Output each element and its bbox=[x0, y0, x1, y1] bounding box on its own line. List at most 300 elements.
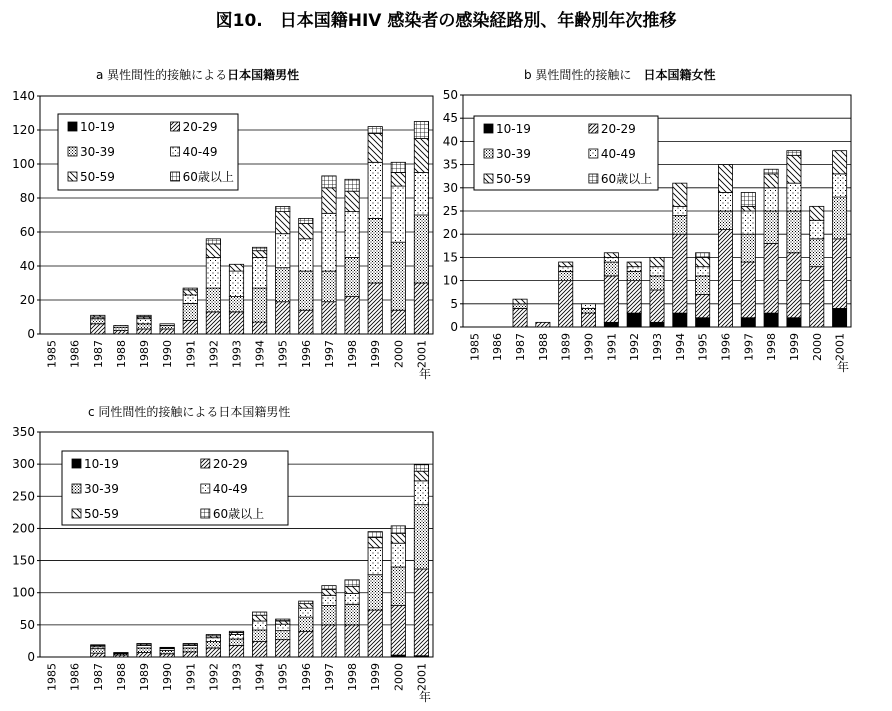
legend-label: 60歳以上 bbox=[182, 170, 234, 184]
bar-segment bbox=[833, 151, 847, 174]
y-tick-label: 30 bbox=[442, 180, 458, 195]
bar-segment bbox=[229, 645, 243, 657]
bar-segment bbox=[206, 288, 220, 312]
figure-title: 図10. 日本国籍HIV 感染者の感染経路別、年齢別年次推移 bbox=[215, 11, 677, 31]
bar-segment bbox=[414, 283, 428, 334]
x-tick-label: 1997 bbox=[322, 340, 336, 368]
bar-segment bbox=[299, 218, 313, 223]
bar-segment bbox=[741, 206, 755, 211]
bar-segment bbox=[741, 318, 755, 327]
bar-segment bbox=[229, 635, 243, 640]
bar-segment bbox=[276, 640, 290, 657]
bar-segment bbox=[391, 186, 405, 242]
x-tick-label: 1993 bbox=[230, 340, 244, 368]
x-tick-label: 1992 bbox=[207, 340, 221, 368]
y-tick-label: 0 bbox=[450, 320, 458, 334]
bar-segment bbox=[206, 638, 220, 642]
bar-segment bbox=[276, 268, 290, 302]
x-unit-label: 年 bbox=[419, 690, 432, 704]
bar-segment bbox=[604, 253, 618, 258]
bar-segment bbox=[673, 183, 687, 206]
x-tick-label: 1997 bbox=[742, 333, 756, 361]
x-tick-label: 2001 bbox=[415, 663, 429, 691]
legend-label: 10-19 bbox=[496, 122, 531, 136]
legend-label: 50-59 bbox=[80, 170, 115, 184]
y-tick-label: 350 bbox=[12, 425, 35, 439]
bar-segment bbox=[114, 326, 128, 328]
legend-swatch bbox=[201, 509, 210, 518]
bar-segment bbox=[718, 165, 732, 193]
bar-segment bbox=[604, 322, 618, 327]
bar-segment bbox=[627, 267, 641, 272]
bar-segment bbox=[206, 258, 220, 289]
bar-segment bbox=[137, 644, 151, 645]
bar-segment bbox=[276, 234, 290, 268]
bar-segment bbox=[229, 264, 243, 271]
x-tick-label: 1987 bbox=[91, 340, 105, 368]
chart-b-title: b 異性間性的接触に 日本国籍女性 bbox=[524, 68, 716, 82]
bar-segment bbox=[627, 262, 641, 267]
y-tick-label: 40 bbox=[442, 134, 458, 149]
bar-segment bbox=[368, 537, 382, 547]
x-tick-label: 1992 bbox=[628, 333, 642, 361]
bar-segment bbox=[299, 271, 313, 310]
bar-segment bbox=[414, 481, 428, 505]
bar-segment bbox=[183, 295, 197, 304]
y-tick-label: 15 bbox=[442, 250, 458, 265]
legend bbox=[62, 451, 288, 525]
bar-segment bbox=[787, 318, 801, 327]
bar-segment bbox=[206, 642, 220, 648]
legend-swatch bbox=[72, 484, 81, 493]
x-tick-label: 1999 bbox=[787, 333, 801, 361]
y-tick-label: 50 bbox=[442, 88, 458, 102]
bar-segment bbox=[252, 615, 266, 621]
bar-segment bbox=[368, 127, 382, 134]
bar-segment bbox=[414, 505, 428, 569]
legend-swatch bbox=[68, 122, 77, 131]
bar-segment bbox=[322, 271, 336, 302]
bar-segment bbox=[391, 567, 405, 606]
bar-segment bbox=[160, 651, 174, 654]
x-unit-label: 年 bbox=[837, 360, 850, 374]
bar-segment bbox=[414, 139, 428, 173]
bar-segment bbox=[276, 212, 290, 234]
bar-segment bbox=[229, 312, 243, 334]
bar-segment bbox=[650, 267, 664, 276]
bar-segment bbox=[345, 191, 359, 211]
bar-segment bbox=[627, 271, 641, 280]
bar-segment bbox=[114, 331, 128, 334]
bar-segment bbox=[810, 220, 824, 239]
y-tick-label: 40 bbox=[19, 259, 35, 273]
legend-label: 50-59 bbox=[84, 507, 119, 521]
y-tick-label: 0 bbox=[27, 650, 35, 664]
y-tick-label: 5 bbox=[450, 296, 458, 311]
y-tick-label: 300 bbox=[12, 457, 35, 472]
bar-segment bbox=[160, 647, 174, 648]
x-tick-label: 1995 bbox=[276, 663, 290, 691]
x-tick-label: 1988 bbox=[114, 663, 128, 691]
bar-segment bbox=[833, 308, 847, 327]
bar-segment bbox=[787, 155, 801, 183]
bar-segment bbox=[137, 653, 151, 658]
y-tick-label: 35 bbox=[442, 157, 458, 172]
bar-segment bbox=[206, 635, 220, 636]
bar-segment bbox=[368, 610, 382, 657]
bar-segment bbox=[368, 162, 382, 218]
bar-segment bbox=[718, 230, 732, 327]
x-tick-label: 2000 bbox=[392, 663, 406, 691]
bar-segment bbox=[345, 258, 359, 297]
bar-segment bbox=[91, 645, 105, 646]
bar-segment bbox=[559, 262, 573, 267]
bar-segment bbox=[183, 290, 197, 295]
bar-segment bbox=[391, 162, 405, 172]
x-tick-label: 1998 bbox=[346, 340, 360, 368]
bar-segment bbox=[114, 327, 128, 330]
bar-segment bbox=[252, 288, 266, 322]
x-tick-label: 2000 bbox=[810, 333, 824, 361]
bar-segment bbox=[137, 324, 151, 329]
x-tick-label: 1995 bbox=[696, 333, 710, 361]
x-tick-label: 1992 bbox=[207, 663, 221, 691]
bar-segment bbox=[299, 631, 313, 657]
bar-segment bbox=[513, 304, 527, 309]
legend-label: 20-29 bbox=[182, 120, 218, 134]
bar-segment bbox=[206, 239, 220, 244]
chart-c-title: c 同性間性的接触による日本国籍男性 bbox=[88, 405, 291, 419]
bar-segment bbox=[414, 465, 428, 471]
bar-segment bbox=[345, 586, 359, 593]
x-tick-label: 1991 bbox=[184, 340, 198, 368]
y-tick-label: 60 bbox=[19, 225, 35, 239]
bar-segment bbox=[604, 276, 618, 322]
bar-segment bbox=[276, 621, 290, 624]
bar-segment bbox=[276, 631, 290, 640]
bar-segment bbox=[741, 192, 755, 206]
bar-segment bbox=[513, 308, 527, 327]
bar-segment bbox=[276, 207, 290, 212]
bar-segment bbox=[183, 652, 197, 657]
bar-segment bbox=[604, 262, 618, 276]
bar-segment bbox=[299, 608, 313, 617]
x-tick-label: 1993 bbox=[230, 663, 244, 691]
x-tick-label: 1995 bbox=[276, 340, 290, 368]
bar-segment bbox=[696, 267, 710, 276]
x-tick-label: 1986 bbox=[68, 340, 82, 368]
bar-segment bbox=[810, 239, 824, 267]
bar-segment bbox=[718, 192, 732, 211]
legend bbox=[58, 114, 238, 190]
bar-segment bbox=[627, 313, 641, 327]
x-tick-label: 1994 bbox=[253, 340, 267, 368]
bar-segment bbox=[322, 625, 336, 657]
x-tick-label: 1996 bbox=[719, 333, 733, 361]
bar-segment bbox=[696, 276, 710, 295]
bar-segment bbox=[718, 211, 732, 230]
y-tick-label: 20 bbox=[19, 293, 35, 307]
y-tick-label: 80 bbox=[19, 191, 35, 205]
chart-c bbox=[12, 425, 433, 704]
bar-segment bbox=[391, 606, 405, 656]
y-tick-label: 150 bbox=[12, 553, 35, 568]
bar-segment bbox=[322, 188, 336, 214]
y-tick-label: 200 bbox=[12, 521, 35, 536]
bar-segment bbox=[322, 176, 336, 188]
bar-segment bbox=[368, 548, 382, 575]
bar-segment bbox=[345, 593, 359, 604]
bar-segment bbox=[650, 257, 664, 266]
bar-segment bbox=[391, 173, 405, 187]
bar-segment bbox=[391, 543, 405, 567]
bar-segment bbox=[604, 257, 618, 262]
bar-segment bbox=[137, 319, 151, 324]
legend-label: 10-19 bbox=[84, 457, 119, 471]
y-tick-label: 140 bbox=[12, 89, 35, 103]
bar-segment bbox=[787, 253, 801, 318]
y-tick-label: 45 bbox=[442, 111, 458, 126]
y-tick-label: 10 bbox=[442, 273, 458, 288]
y-tick-label: 0 bbox=[27, 327, 35, 341]
legend-swatch bbox=[171, 147, 180, 156]
legend-swatch bbox=[72, 509, 81, 518]
bar-segment bbox=[581, 304, 595, 309]
bar-segment bbox=[368, 575, 382, 610]
bar-segment bbox=[741, 262, 755, 318]
legend-swatch bbox=[171, 122, 180, 131]
legend-swatch bbox=[589, 174, 598, 183]
bar-segment bbox=[627, 281, 641, 313]
bar-segment bbox=[391, 534, 405, 544]
bar-segment bbox=[414, 173, 428, 216]
x-tick-label: 1985 bbox=[45, 663, 59, 691]
bar-segment bbox=[345, 604, 359, 625]
chart-a bbox=[12, 89, 433, 381]
bar-segment bbox=[581, 313, 595, 327]
x-tick-label: 1994 bbox=[673, 333, 687, 361]
bar-segment bbox=[833, 239, 847, 309]
x-tick-label: 1998 bbox=[765, 333, 779, 361]
legend-label: 20-29 bbox=[600, 122, 636, 136]
bar-segment bbox=[414, 122, 428, 139]
bar-segment bbox=[206, 312, 220, 334]
bar-segment bbox=[833, 174, 847, 197]
bar-segment bbox=[299, 617, 313, 631]
bar-segment bbox=[252, 322, 266, 334]
legend-label: 60歳以上 bbox=[212, 507, 265, 521]
bar-segment bbox=[322, 213, 336, 271]
bar-segment bbox=[368, 133, 382, 162]
x-tick-label: 1996 bbox=[299, 663, 313, 691]
bar-segment bbox=[787, 151, 801, 156]
legend-swatch bbox=[68, 147, 77, 156]
x-tick-label: 1990 bbox=[161, 663, 175, 691]
legend-swatch bbox=[484, 174, 493, 183]
bar-segment bbox=[345, 297, 359, 334]
bar-segment bbox=[650, 290, 664, 322]
bar-segment bbox=[787, 183, 801, 211]
bar-segment bbox=[414, 215, 428, 283]
x-tick-label: 1989 bbox=[559, 333, 573, 361]
bar-segment bbox=[414, 471, 428, 481]
bar-segment bbox=[810, 267, 824, 327]
x-tick-label: 1985 bbox=[468, 333, 482, 361]
bar-segment bbox=[114, 653, 128, 654]
bar-segment bbox=[391, 242, 405, 310]
legend-label: 40-49 bbox=[212, 482, 248, 496]
legend-label: 30-39 bbox=[84, 482, 119, 496]
x-tick-label: 2001 bbox=[833, 333, 847, 361]
chart-a-title: a 異性間性的接触による日本国籍男性 bbox=[96, 68, 300, 82]
bar-segment bbox=[650, 322, 664, 327]
legend-swatch bbox=[68, 172, 77, 181]
y-tick-label: 100 bbox=[12, 157, 35, 171]
bar-segment bbox=[252, 621, 266, 630]
bar-segment bbox=[368, 532, 382, 538]
legend-swatch bbox=[201, 459, 210, 468]
bar-segment bbox=[299, 601, 313, 604]
bar-segment bbox=[91, 315, 105, 317]
y-tick-label: 20 bbox=[442, 227, 458, 242]
bar-segment bbox=[741, 234, 755, 262]
legend-swatch bbox=[171, 172, 180, 181]
legend-label: 60歳以上 bbox=[600, 172, 653, 186]
bar-segment bbox=[764, 188, 778, 211]
legend-swatch bbox=[201, 484, 210, 493]
x-tick-label: 1986 bbox=[68, 663, 82, 691]
x-tick-label: 1999 bbox=[369, 663, 383, 691]
bar-segment bbox=[299, 224, 313, 239]
x-tick-label: 1993 bbox=[651, 333, 664, 361]
chart-b bbox=[443, 88, 851, 374]
bar-segment bbox=[559, 271, 573, 280]
bar-segment bbox=[299, 604, 313, 609]
bar-segment bbox=[345, 580, 359, 586]
bar-segment bbox=[276, 302, 290, 334]
bar-segment bbox=[183, 648, 197, 652]
bar-segment bbox=[183, 303, 197, 320]
legend-swatch bbox=[589, 124, 598, 133]
bar-segment bbox=[91, 649, 105, 654]
bar-segment bbox=[345, 212, 359, 258]
x-tick-label: 1988 bbox=[536, 333, 550, 361]
bar-segment bbox=[345, 625, 359, 657]
bar-segment bbox=[183, 320, 197, 334]
bar-segment bbox=[252, 258, 266, 289]
bar-segment bbox=[322, 590, 336, 596]
bar-segment bbox=[183, 644, 197, 645]
bar-segment bbox=[391, 310, 405, 334]
x-tick-label: 1989 bbox=[138, 663, 152, 691]
bar-segment bbox=[650, 276, 664, 290]
legend-label: 20-29 bbox=[212, 457, 248, 471]
legend-label: 10-19 bbox=[80, 120, 115, 134]
bar-segment bbox=[696, 295, 710, 318]
bar-segment bbox=[673, 216, 687, 235]
legend-label: 40-49 bbox=[182, 145, 218, 159]
bar-segment bbox=[183, 288, 197, 290]
legend bbox=[474, 116, 658, 190]
bar-segment bbox=[91, 324, 105, 334]
bar-segment bbox=[276, 619, 290, 621]
x-tick-label: 1994 bbox=[253, 663, 267, 691]
bar-segment bbox=[229, 271, 243, 297]
bar-segment bbox=[91, 653, 105, 657]
bar-segment bbox=[810, 206, 824, 220]
bar-segment bbox=[368, 218, 382, 283]
y-tick-label: 120 bbox=[12, 123, 35, 137]
bar-segment bbox=[160, 654, 174, 657]
bar-segment bbox=[252, 247, 266, 250]
x-tick-label: 1985 bbox=[45, 340, 59, 368]
bar-segment bbox=[581, 308, 595, 313]
x-tick-label: 1989 bbox=[138, 340, 152, 368]
bar-segment bbox=[696, 257, 710, 266]
bar-segment bbox=[696, 253, 710, 258]
bar-segment bbox=[206, 244, 220, 258]
legend-label: 50-59 bbox=[496, 172, 531, 186]
bar-segment bbox=[764, 211, 778, 243]
bar-segment bbox=[673, 206, 687, 215]
legend-swatch bbox=[72, 459, 81, 468]
x-tick-label: 1986 bbox=[491, 333, 505, 361]
x-tick-label: 1991 bbox=[605, 333, 619, 361]
x-tick-label: 1997 bbox=[322, 663, 336, 691]
y-tick-label: 50 bbox=[19, 617, 35, 632]
bar-segment bbox=[252, 642, 266, 657]
bar-segment bbox=[368, 283, 382, 334]
legend-label: 30-39 bbox=[80, 145, 115, 159]
bar-segment bbox=[673, 234, 687, 313]
legend-label: 40-49 bbox=[600, 147, 636, 161]
bar-segment bbox=[206, 648, 220, 657]
bar-segment bbox=[322, 586, 336, 590]
bar-segment bbox=[229, 631, 243, 632]
x-tick-label: 2000 bbox=[392, 340, 406, 368]
legend-swatch bbox=[589, 149, 598, 158]
x-tick-label: 1987 bbox=[91, 663, 105, 691]
bar-segment bbox=[322, 606, 336, 625]
bar-segment bbox=[559, 267, 573, 272]
bar-segment bbox=[252, 251, 266, 258]
bar-segment bbox=[673, 313, 687, 327]
bar-segment bbox=[391, 526, 405, 534]
x-unit-label: 年 bbox=[419, 367, 432, 381]
bar-segment bbox=[764, 243, 778, 313]
bar-segment bbox=[322, 302, 336, 334]
bar-segment bbox=[764, 174, 778, 188]
bar-segment bbox=[229, 639, 243, 645]
bar-segment bbox=[513, 299, 527, 304]
bar-segment bbox=[160, 326, 174, 329]
bar-segment bbox=[299, 310, 313, 334]
x-tick-label: 1987 bbox=[514, 333, 528, 361]
legend-label: 30-39 bbox=[496, 147, 531, 161]
x-tick-label: 1988 bbox=[114, 340, 128, 368]
legend-swatch bbox=[484, 149, 493, 158]
y-tick-label: 250 bbox=[12, 489, 35, 504]
bar-segment bbox=[252, 630, 266, 642]
bar-segment bbox=[787, 211, 801, 253]
x-tick-label: 1990 bbox=[582, 333, 596, 361]
bar-segment bbox=[137, 648, 151, 653]
bar-segment bbox=[559, 281, 573, 327]
y-tick-label: 100 bbox=[12, 585, 35, 600]
bar-segment bbox=[833, 197, 847, 239]
bar-segment bbox=[160, 329, 174, 334]
bar-segment bbox=[536, 322, 550, 327]
